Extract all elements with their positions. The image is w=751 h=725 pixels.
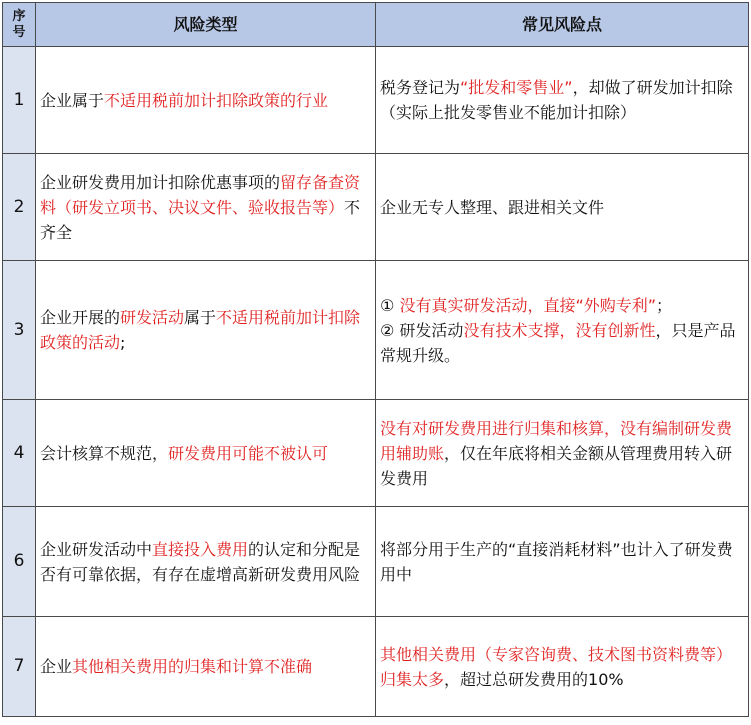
text-segment: 将部分用于生产的“直接消耗材料”也计入了研发费用中	[380, 539, 733, 584]
text-segment: 不齐全	[40, 197, 361, 242]
text-segment: ，仅在年底将相关金额从管理费用转入研发费用	[380, 443, 733, 488]
text-segment: 企业研发费用加计扣除优惠事项的	[40, 172, 281, 192]
highlight-segment: 没有技术支撑，没有创新性	[463, 320, 656, 340]
text-segment: 会计核算不规范，	[40, 443, 169, 463]
highlight-segment: “批发和零售业”	[460, 78, 573, 97]
table-row	[3, 400, 749, 507]
risk-point-cell	[376, 400, 749, 507]
highlight-segment: 不适用税前加计扣除政策的活动	[40, 308, 361, 352]
table-row	[3, 617, 749, 717]
risk-type-cell	[36, 154, 376, 261]
header-row	[3, 3, 749, 47]
header-seq	[3, 3, 36, 47]
highlight-segment: 没有真实研发活动，直接“外购专利”	[399, 295, 657, 315]
risk-type-cell	[36, 47, 376, 154]
table-row	[3, 507, 749, 617]
table-row	[3, 154, 749, 261]
risk-table	[2, 2, 749, 717]
text-segment: 企业无专人整理、跟进相关文件	[380, 197, 605, 217]
highlight-segment: 留存备查资料（研发立项书、决议文件、验收报告等）	[40, 172, 361, 217]
row-seq: 4	[3, 400, 36, 507]
risk-point-cell	[376, 507, 749, 617]
text-segment: 企业属于	[40, 90, 105, 110]
highlight-segment: 直接投入费用	[152, 539, 249, 559]
header-seq-char-2: 号	[12, 24, 26, 40]
highlight-segment: 研发活动	[120, 308, 185, 327]
header-common-risk: 常见风险点	[376, 3, 749, 47]
highlight-segment: 其他相关费用（专家咨询费、技术图书资料费等）归集太多	[380, 644, 733, 689]
risk-point-cell	[376, 47, 749, 154]
text-segment: 企业	[40, 657, 73, 676]
text-segment: 企业开展的	[40, 308, 121, 327]
table-row	[3, 47, 749, 154]
risk-type-cell	[36, 507, 376, 617]
risk-line-2	[380, 318, 744, 368]
text-segment: ，只是产品常规升级。	[380, 320, 736, 365]
text-segment: ;	[120, 333, 126, 352]
text-segment: 企业研发活动中	[40, 539, 153, 559]
row-seq: 3	[3, 261, 36, 400]
text-segment: ①	[380, 295, 400, 315]
risk-type-cell	[36, 617, 376, 717]
row-seq: 1	[3, 47, 36, 154]
risk-point-cell	[376, 154, 749, 261]
text-segment: ② 研发活动	[380, 320, 464, 340]
header-seq-char-1: 序	[12, 8, 26, 24]
text-segment: 税务登记为	[380, 78, 461, 97]
text-segment: ；	[656, 295, 673, 315]
text-segment: 的认定和分配是否有可靠依据，有存在虚增高新研发费用风险	[40, 539, 361, 584]
risk-type-cell	[36, 400, 376, 507]
highlight-segment: 没有对研发费用进行归集和核算，没有编制研发费用辅助账	[380, 418, 733, 463]
table-row	[3, 261, 749, 400]
highlight-segment: 研发费用可能不被认可	[168, 443, 329, 463]
risk-type-cell	[36, 261, 376, 400]
row-seq: 2	[3, 154, 36, 261]
risk-line-1	[380, 293, 744, 318]
highlight-segment: 其他相关费用的归集和计算不准确	[72, 657, 313, 676]
highlight-segment: 不适用税前加计扣除政策的行业	[104, 90, 329, 110]
row-seq: 6	[3, 507, 36, 617]
text-segment: ，却做了研发加计扣除（实际上批发零售业不能加计扣除）	[380, 78, 733, 122]
text-segment: 属于	[184, 308, 217, 327]
header-risk-type: 风险类型	[36, 3, 376, 47]
text-segment: ，超过总研发费用的10%	[444, 669, 624, 689]
risk-point-cell	[376, 261, 749, 400]
risk-point-cell	[376, 617, 749, 717]
row-seq: 7	[3, 617, 36, 717]
